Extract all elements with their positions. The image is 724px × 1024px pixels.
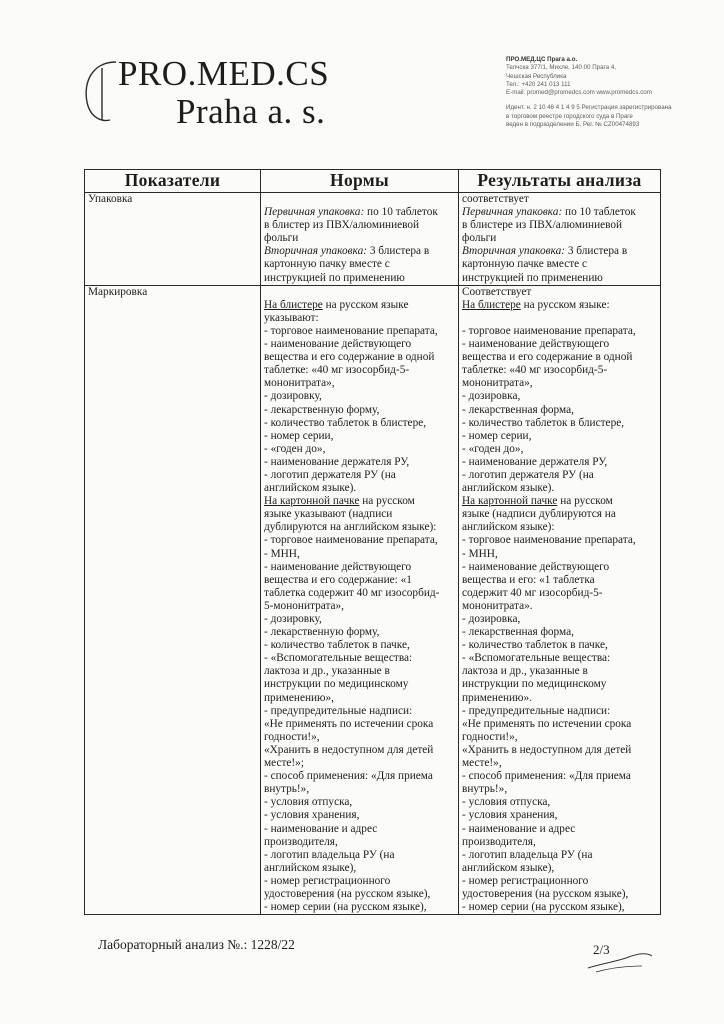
line-text-rest: на русском языке:	[520, 298, 610, 311]
line-text: фольги	[462, 232, 497, 245]
norm-line	[264, 561, 455, 574]
line-text: - дозировку,	[264, 390, 322, 403]
result-line	[462, 495, 657, 508]
result-line	[462, 521, 657, 534]
line-text: «Не применять по истечении срока	[264, 717, 434, 730]
line-text: таблетке: «40 мг изосорбид-5-	[462, 364, 608, 377]
norm-line	[264, 232, 455, 245]
line-text: соответствует	[462, 193, 529, 205]
line-text: - условия отпуска,	[462, 796, 551, 809]
line-text: - условия хранения,	[462, 809, 558, 822]
indicator-label: Упаковка	[88, 193, 133, 205]
line-text: месте!»;	[264, 757, 304, 770]
result-line	[462, 430, 657, 443]
line-text: таблетке: «40 мг изосорбид-5-	[264, 364, 410, 377]
line-text: вещества и его содержание в одной	[462, 351, 633, 364]
result-line	[462, 245, 657, 258]
line-text: - наименование и адрес	[462, 822, 576, 835]
company-details	[506, 56, 681, 129]
line-text-rest: по 10 таблеток	[562, 206, 636, 219]
indicator-cell	[85, 193, 261, 286]
result-line	[462, 692, 657, 705]
page-number: 2/3	[593, 942, 610, 957]
norm-line	[264, 299, 455, 312]
line-text: - «Вспомогательные вещества:	[462, 652, 611, 665]
result-line	[462, 482, 657, 495]
line-text: Соответствует	[462, 285, 532, 298]
table-header-row	[85, 170, 661, 193]
line-text: английском языке):	[462, 521, 555, 534]
line-text: - условия хранения,	[264, 809, 360, 822]
line-text: - номер серии,	[264, 429, 334, 442]
line-text: - дозировка,	[462, 390, 521, 403]
norm-line	[264, 390, 455, 403]
result-line	[462, 534, 657, 547]
line-text: 5-мононитрата»,	[264, 599, 344, 612]
line-text: указывают:	[264, 311, 319, 324]
line-text: - предупредительные надписи:	[264, 704, 413, 717]
result-line	[462, 193, 657, 206]
line-text: - наименование действующего	[462, 560, 610, 573]
result-line	[462, 456, 657, 469]
line-text: мононитрата»,	[264, 377, 335, 390]
line-text: - лекарственную форму,	[264, 403, 380, 416]
line-text: - условия отпуска,	[264, 796, 353, 809]
company-registration-2: в торговом реестре городского суда в Праге	[506, 112, 633, 120]
norm-line	[264, 443, 455, 456]
line-text: - наименование держателя РУ,	[462, 455, 608, 468]
norm-line	[264, 193, 455, 206]
line-text: - предупредительные надписи:	[462, 704, 611, 717]
result-line	[462, 639, 657, 652]
result-line	[462, 757, 657, 770]
line-text: применению»,	[264, 691, 334, 704]
line-text: - торговое наименование препарата,	[462, 324, 636, 337]
norm-line	[264, 534, 455, 547]
line-text: - логотип держателя РУ (на	[264, 468, 396, 481]
line-text: инструкции по медицинскому	[264, 678, 409, 691]
table-row	[85, 193, 661, 286]
norm-line	[264, 258, 455, 271]
norm-line	[264, 901, 455, 914]
line-text: - логотип держателя РУ (на	[462, 468, 594, 481]
line-text: «Хранить в недоступном для детей	[264, 743, 434, 756]
result-line	[462, 232, 657, 245]
result-line	[462, 286, 657, 299]
line-text: мононитрата»,	[462, 377, 533, 390]
line-text: - дозировку,	[264, 613, 322, 625]
line-text: вещества и его содержание: «1	[264, 573, 412, 586]
line-text: содержит 40 мг изосорбид-5-	[462, 586, 603, 599]
result-line	[462, 219, 657, 232]
norm-line	[264, 613, 455, 626]
norm-line	[264, 312, 455, 325]
result-line	[462, 862, 657, 875]
result-line	[462, 417, 657, 430]
norm-line	[264, 836, 455, 849]
norm-line	[264, 823, 455, 836]
result-line	[462, 626, 657, 639]
line-text: в блистер из ПВХ/алюминиевой	[264, 219, 420, 232]
line-text: годности!»,	[462, 730, 518, 743]
indicator-label: Маркировка	[88, 285, 148, 298]
line-text: - логотип владельца РУ (на	[462, 848, 593, 861]
line-text: - количество таблеток в блистере,	[264, 416, 427, 429]
norm-line	[264, 705, 455, 718]
line-text: инструкцией по применению	[462, 271, 603, 284]
line-text: вещества и его: «1 таблетка	[462, 573, 595, 586]
line-text: - «годен до»,	[462, 442, 524, 455]
result-line	[462, 258, 657, 271]
line-text: - логотип владельца РУ (на	[264, 848, 395, 861]
result-line	[462, 705, 657, 718]
line-text-rest: 3 блистера в	[367, 245, 430, 258]
result-line	[462, 652, 657, 665]
result-line	[462, 809, 657, 822]
norm-line	[264, 351, 455, 364]
line-text: - дозировка,	[462, 613, 521, 625]
norm-line	[264, 639, 455, 652]
line-text: английском языке).	[264, 482, 357, 495]
line-text: - лекарственная форма,	[462, 403, 574, 416]
line-text: месте!»,	[462, 757, 502, 770]
result-line	[462, 561, 657, 574]
norm-line	[264, 495, 455, 508]
line-text: - наименование держателя РУ,	[264, 455, 410, 468]
norm-line	[264, 862, 455, 875]
logo-arc-icon	[80, 56, 120, 126]
line-text: дублируются на английском языке):	[264, 521, 437, 534]
result-line	[462, 823, 657, 836]
line-text: «Хранить в недоступном для детей	[462, 743, 632, 756]
line-text: английском языке),	[264, 861, 357, 874]
result-line	[462, 600, 657, 613]
norm-line	[264, 652, 455, 665]
norm-line	[264, 849, 455, 862]
result-line	[462, 744, 657, 757]
line-text: - торговое наименование препарата,	[264, 534, 438, 547]
norm-line	[264, 665, 455, 678]
line-text: в блистере из ПВХ/алюминиевой	[462, 219, 623, 232]
line-text-rest: на русском	[557, 495, 613, 508]
result-line	[462, 508, 657, 521]
company-name: ПРО.МЕД.ЦС Прага а.о.	[506, 56, 578, 63]
norm-line	[264, 626, 455, 639]
line-text: - количество таблеток в пачке,	[264, 639, 410, 652]
norm-line	[264, 770, 455, 783]
line-text: - наименование действующего	[264, 560, 412, 573]
company-logo	[80, 52, 380, 132]
line-text: языке указывают (надписи	[264, 508, 393, 521]
line-text: Первичная упаковка:	[264, 206, 365, 219]
signature-icon	[586, 946, 656, 976]
line-text: - лекарственная форма,	[462, 626, 574, 639]
norm-line	[264, 731, 455, 744]
norm-line	[264, 430, 455, 443]
norm-line	[264, 272, 455, 285]
line-text: картонную пачку вместе с	[264, 258, 390, 271]
result-line	[462, 574, 657, 587]
line-text: - количество таблеток в пачке,	[462, 639, 608, 652]
norm-line	[264, 809, 455, 822]
norm-line	[264, 692, 455, 705]
result-line	[462, 875, 657, 888]
logo-line-1: PRO.MED.CS	[118, 54, 330, 93]
header-norms: Нормы	[261, 170, 459, 193]
result-line	[462, 548, 657, 561]
norm-cell	[261, 285, 459, 915]
result-line	[462, 469, 657, 482]
company-registration-3: веден в подразделении Б, Рег. № CZ00474893	[506, 121, 640, 129]
norm-line	[264, 508, 455, 521]
line-text: картонную пачке вместе с	[462, 258, 587, 271]
result-line	[462, 678, 657, 691]
result-line	[462, 731, 657, 744]
line-text: - количество таблеток в блистере,	[462, 416, 625, 429]
line-text: - лекарственную форму,	[264, 626, 380, 639]
logo-line-2: Praha a. s.	[176, 92, 326, 131]
norm-line	[264, 245, 455, 258]
norm-line	[264, 456, 455, 469]
line-text: - МНН,	[462, 547, 498, 560]
norm-line	[264, 783, 455, 796]
line-text: таблетка содержит 40 мг изосорбид-	[264, 586, 440, 599]
line-text: вещества и его содержание в одной	[264, 351, 435, 364]
norm-line	[264, 377, 455, 390]
line-text: Первичная упаковка:	[462, 206, 563, 219]
line-text: - способ применения: «Для приема	[462, 770, 631, 783]
result-line	[462, 206, 657, 219]
norm-line	[264, 364, 455, 377]
lab-analysis-number: Лабораторный анализ №.: 1228/22	[98, 937, 295, 952]
line-text: инструкцией по применению	[264, 271, 405, 284]
line-text: - номер серии (на русском языке),	[264, 901, 427, 914]
norm-line	[264, 338, 455, 351]
line-text: - номер регистрационного	[264, 874, 391, 887]
result-cell	[459, 193, 661, 286]
norm-line	[264, 417, 455, 430]
result-line	[462, 325, 657, 338]
line-text: - номер серии (на русском языке),	[462, 901, 625, 914]
line-text: На блистере	[462, 298, 521, 311]
line-text: Вторичная упаковка:	[462, 245, 565, 258]
result-line	[462, 587, 657, 600]
norm-line	[264, 404, 455, 417]
result-line	[462, 299, 657, 312]
result-line	[462, 901, 657, 914]
line-text: инструкции по медицинскому	[462, 678, 607, 691]
line-text: английском языке).	[462, 482, 555, 495]
line-text: внутрь!»,	[462, 783, 508, 796]
line-text: - номер серии,	[462, 429, 532, 442]
norm-line	[264, 286, 455, 299]
norm-line	[264, 757, 455, 770]
line-text: лактоза и др., указанные в	[264, 665, 390, 678]
norm-line	[264, 678, 455, 691]
line-text: - наименование и адрес	[264, 822, 378, 835]
result-line	[462, 613, 657, 626]
line-text-rest: 3 блистера в	[565, 245, 628, 258]
result-line	[462, 272, 657, 285]
result-line	[462, 888, 657, 901]
line-text: фольги	[264, 232, 299, 245]
line-text: внутрь!»,	[264, 783, 310, 796]
line-text: удостоверения (на русском языке),	[264, 887, 431, 900]
line-text: лактоза и др., указанные в	[462, 665, 588, 678]
norm-line	[264, 548, 455, 561]
line-text: языке (надписи дублируются на	[462, 508, 616, 521]
line-text: производителя,	[462, 835, 536, 848]
norm-line	[264, 796, 455, 809]
line-text: - наименование действующего	[462, 338, 610, 351]
company-email: E-mail: promed@promedcs.com www.promedcs.com	[506, 89, 652, 97]
result-line	[462, 718, 657, 731]
company-registration-1: Идент. н. 2 10 46 4 1 4 9 5 Регистрация зарегистрирована	[506, 104, 672, 112]
line-text: применению».	[462, 691, 532, 704]
result-line	[462, 443, 657, 456]
line-text: - способ применения: «Для приема	[264, 770, 433, 783]
norm-line	[264, 875, 455, 888]
line-text: - МНН,	[264, 547, 300, 560]
result-line	[462, 849, 657, 862]
line-text: - номер регистрационного	[462, 874, 589, 887]
result-line	[462, 377, 657, 390]
company-address: Телчска 377/1, Михле, 140 00 Прага 4,	[506, 64, 616, 72]
result-line	[462, 351, 657, 364]
header-indicators: Показатели	[85, 170, 261, 193]
norm-line	[264, 574, 455, 587]
result-line	[462, 404, 657, 417]
norm-line	[264, 600, 455, 613]
norm-line	[264, 325, 455, 338]
line-text: «Не применять по истечении срока	[462, 717, 632, 730]
line-text: - «годен до»,	[264, 442, 326, 455]
result-line	[462, 390, 657, 403]
result-line	[462, 338, 657, 351]
line-text-rest: на русском	[359, 495, 415, 508]
result-line	[462, 796, 657, 809]
line-text: На картонной пачке	[264, 495, 360, 508]
norm-line	[264, 206, 455, 219]
norm-line	[264, 888, 455, 901]
norm-cell	[261, 193, 459, 286]
table-row	[85, 285, 661, 915]
header-results: Результаты анализа	[459, 170, 661, 193]
indicator-cell	[85, 285, 261, 915]
result-line	[462, 665, 657, 678]
line-text: мононитрата».	[462, 599, 533, 612]
line-text: - торговое наименование препарата,	[264, 324, 438, 337]
result-line	[462, 770, 657, 783]
norm-line	[264, 219, 455, 232]
result-cell	[459, 285, 661, 915]
result-line	[462, 836, 657, 849]
line-text: - торговое наименование препарата,	[462, 534, 636, 547]
result-line	[462, 364, 657, 377]
norm-line	[264, 469, 455, 482]
result-line	[462, 312, 657, 325]
norm-line	[264, 744, 455, 757]
line-text: Вторичная упаковка:	[264, 245, 367, 258]
company-country: Чешская Республика	[506, 72, 567, 80]
line-text: На картонной пачке	[462, 495, 558, 508]
result-line	[462, 783, 657, 796]
line-text: На блистере	[264, 298, 323, 311]
line-text: - «Вспомогательные вещества:	[264, 652, 413, 665]
company-phone: Тел.: +420 241 013 111	[506, 80, 571, 88]
line-text: английском языке),	[462, 861, 555, 874]
line-text-rest: на русском языке	[322, 298, 409, 311]
line-text: - наименование действующего	[264, 338, 412, 351]
norm-line	[264, 718, 455, 731]
norm-line	[264, 482, 455, 495]
line-text: годности!»,	[264, 730, 320, 743]
norm-line	[264, 587, 455, 600]
line-text-rest: по 10 таблеток	[364, 206, 438, 219]
norm-line	[264, 521, 455, 534]
line-text: удостоверения (на русском языке),	[462, 887, 629, 900]
line-text: производителя,	[264, 835, 338, 848]
analysis-table	[84, 169, 661, 915]
